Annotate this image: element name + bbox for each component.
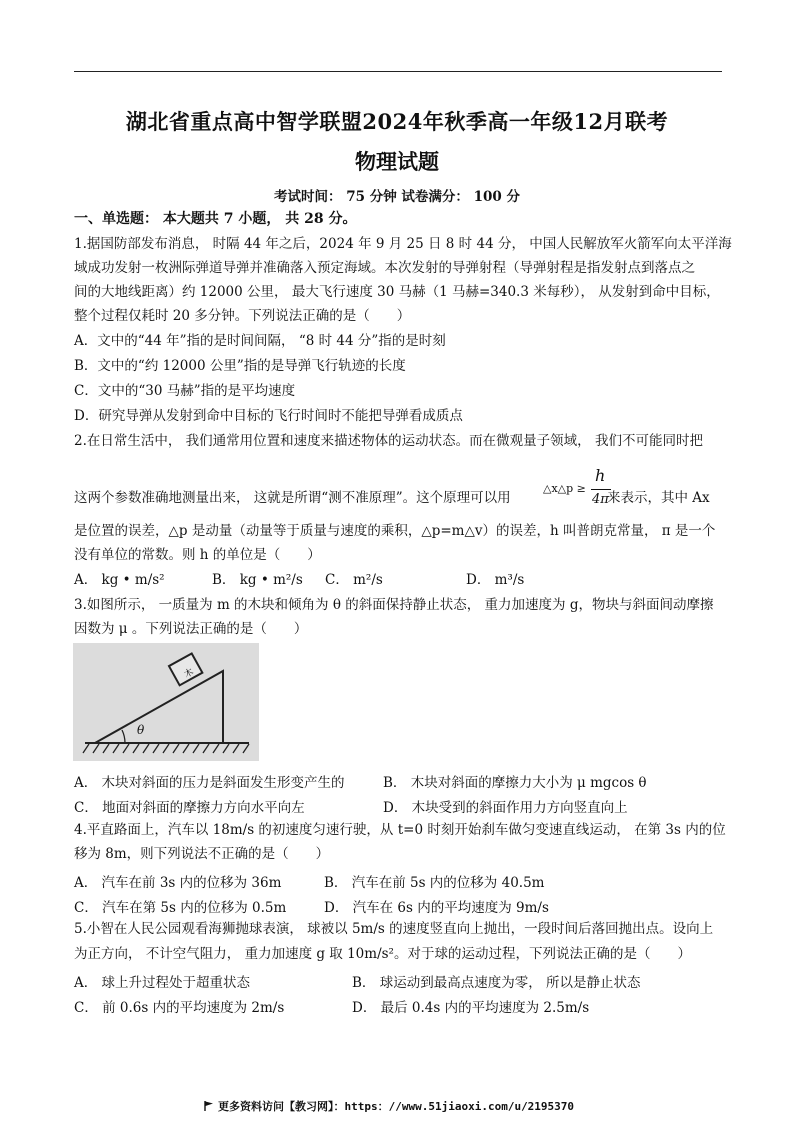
q1-line: 域成功发射一枚洲际弹道导弹并准确落入预定海域。本次发射的导弹射程（导弹射程是指发射点到落点之: [74, 260, 695, 276]
footer-link[interactable]: [204, 1098, 574, 1114]
exam-meta: 考试时间： 75 分钟 试卷满分： 100 分: [274, 189, 520, 205]
uncertainty-formula: [543, 466, 609, 508]
header-rule: [74, 71, 722, 72]
q2-line: 来表示，其中 Ax: [607, 490, 710, 506]
q5-line: 为正方向， 不计空气阻力， 重力加速度 g 取 10m/s²。对于球的运动过程，下列说法正确的是（ ）: [74, 946, 691, 962]
q1-option-d: D．研究导弹从发射到命中目标的飞行时间时不能把导弹看成质点: [74, 408, 463, 424]
exam-title: 湖北省重点高中智学联盟2024年秋季高一年级12月联考: [125, 109, 669, 134]
q2-option-d: D． m³/s: [466, 572, 525, 588]
footer-text: 更多资料访问【教习网】：https：//www.51jiaoxi.com/u/2195370: [218, 1100, 575, 1113]
q1-line: 整个过程仅耗时 20 多分钟。下列说法正确的是（ ）: [74, 308, 411, 324]
q2-line: 没有单位的常数。则 h 的单位是（ ）: [74, 547, 321, 563]
q2-line: 是位置的误差，△p 是动量（动量等于质量与速度的乘积，△p=m△v）的误差，h 叫普朗克常量， π 是一个: [74, 523, 716, 539]
q3-option-c: C． 地面对斜面的摩擦力方向水平向左: [74, 800, 305, 816]
exam-subject: 物理试题: [355, 149, 439, 174]
q1-line: 间的大地线距离）约 12000 公里， 最大飞行速度 30 马赫（1 马赫=340.3 米每秒）， 从发射到命中目标，: [74, 284, 720, 300]
formula-lhs: △x△p ≥: [543, 482, 586, 495]
q1-option-b: B．文中的“约 12000 公里”指的是导弹飞行轨迹的长度: [74, 358, 406, 374]
incline-figure: [73, 643, 259, 761]
q2-option-a: A． kg • m/s²: [74, 572, 165, 588]
flag-icon: [204, 1101, 214, 1111]
q2-option-c: C． m²/s: [325, 572, 383, 588]
q2-line: 这两个参数准确地测量出来， 这就是所谓“测不准原理”。这个原理可以用: [74, 490, 511, 506]
q3-line: 因数为 μ 。下列说法正确的是（ ）: [74, 621, 308, 637]
angle-label: θ: [137, 723, 145, 737]
q3-option-a: A． 木块对斜面的压力是斜面发生形变产生的: [74, 775, 345, 791]
q1-option-c: C．文中的“30 马赫”指的是平均速度: [74, 383, 296, 399]
section-heading: 一、单选题： 本大题共 7 小题， 共 28 分。: [74, 211, 357, 227]
q5-option-c: C． 前 0.6s 内的平均速度为 2m/s: [74, 1000, 285, 1016]
q4-line: 4.平直路面上，汽车以 18m/s 的初速度匀速行驶，从 t=0 时刻开始刹车做匀变速直线运动， 在第 3s 内的位: [74, 822, 726, 838]
q2-line: 2.在日常生活中， 我们通常用位置和速度来描述物体的运动状态。而在微观量子领域， 我们不可能同时把: [74, 433, 703, 449]
q3-line: 3.如图所示， 一质量为 m 的木块和倾角为 θ 的斜面保持静止状态， 重力加速度为 g，物块与斜面间动摩擦: [74, 597, 714, 613]
q5-line: 5.小智在人民公园观看海狮抛球表演， 球被以 5m/s 的速度竖直向上抛出，一段时间后落回抛出点。设向上: [74, 921, 714, 937]
q4-option-d: D． 汽车在 6s 内的平均速度为 9m/s: [324, 900, 549, 916]
block-label: 木: [182, 667, 196, 681]
q4-line: 移为 8m，则下列说法不正确的是（ ）: [74, 846, 330, 862]
q3-option-b: B． 木块对斜面的摩擦力大小为 μ mgcos θ: [383, 775, 647, 791]
q2-option-b: B． kg • m²/s: [212, 572, 303, 588]
formula-numerator: h: [595, 466, 606, 485]
q3-option-d: D． 木块受到的斜面作用力方向竖直向上: [383, 800, 628, 816]
q5-option-d: D． 最后 0.4s 内的平均速度为 2.5m/s: [352, 1000, 590, 1016]
q4-option-b: B． 汽车在前 5s 内的位移为 40.5m: [324, 875, 545, 891]
q1-line: 1.据国防部发布消息， 时隔 44 年之后，2024 年 9 月 25 日 8 时 44 分， 中国人民解放军火箭军向太平洋海: [74, 236, 732, 252]
q5-option-b: B． 球运动到最高点速度为零， 所以是静止状态: [352, 975, 641, 991]
formula-denominator: 4π: [592, 492, 609, 507]
q4-option-c: C． 汽车在第 5s 内的位移为 0.5m: [74, 900, 287, 916]
q1-option-a: A．文中的“44 年”指的是时间间隔， “8 时 44 分”指的是时刻: [74, 333, 446, 349]
q4-option-a: A． 汽车在前 3s 内的位移为 36m: [74, 875, 282, 891]
q5-option-a: A． 球上升过程处于超重状态: [74, 975, 251, 991]
